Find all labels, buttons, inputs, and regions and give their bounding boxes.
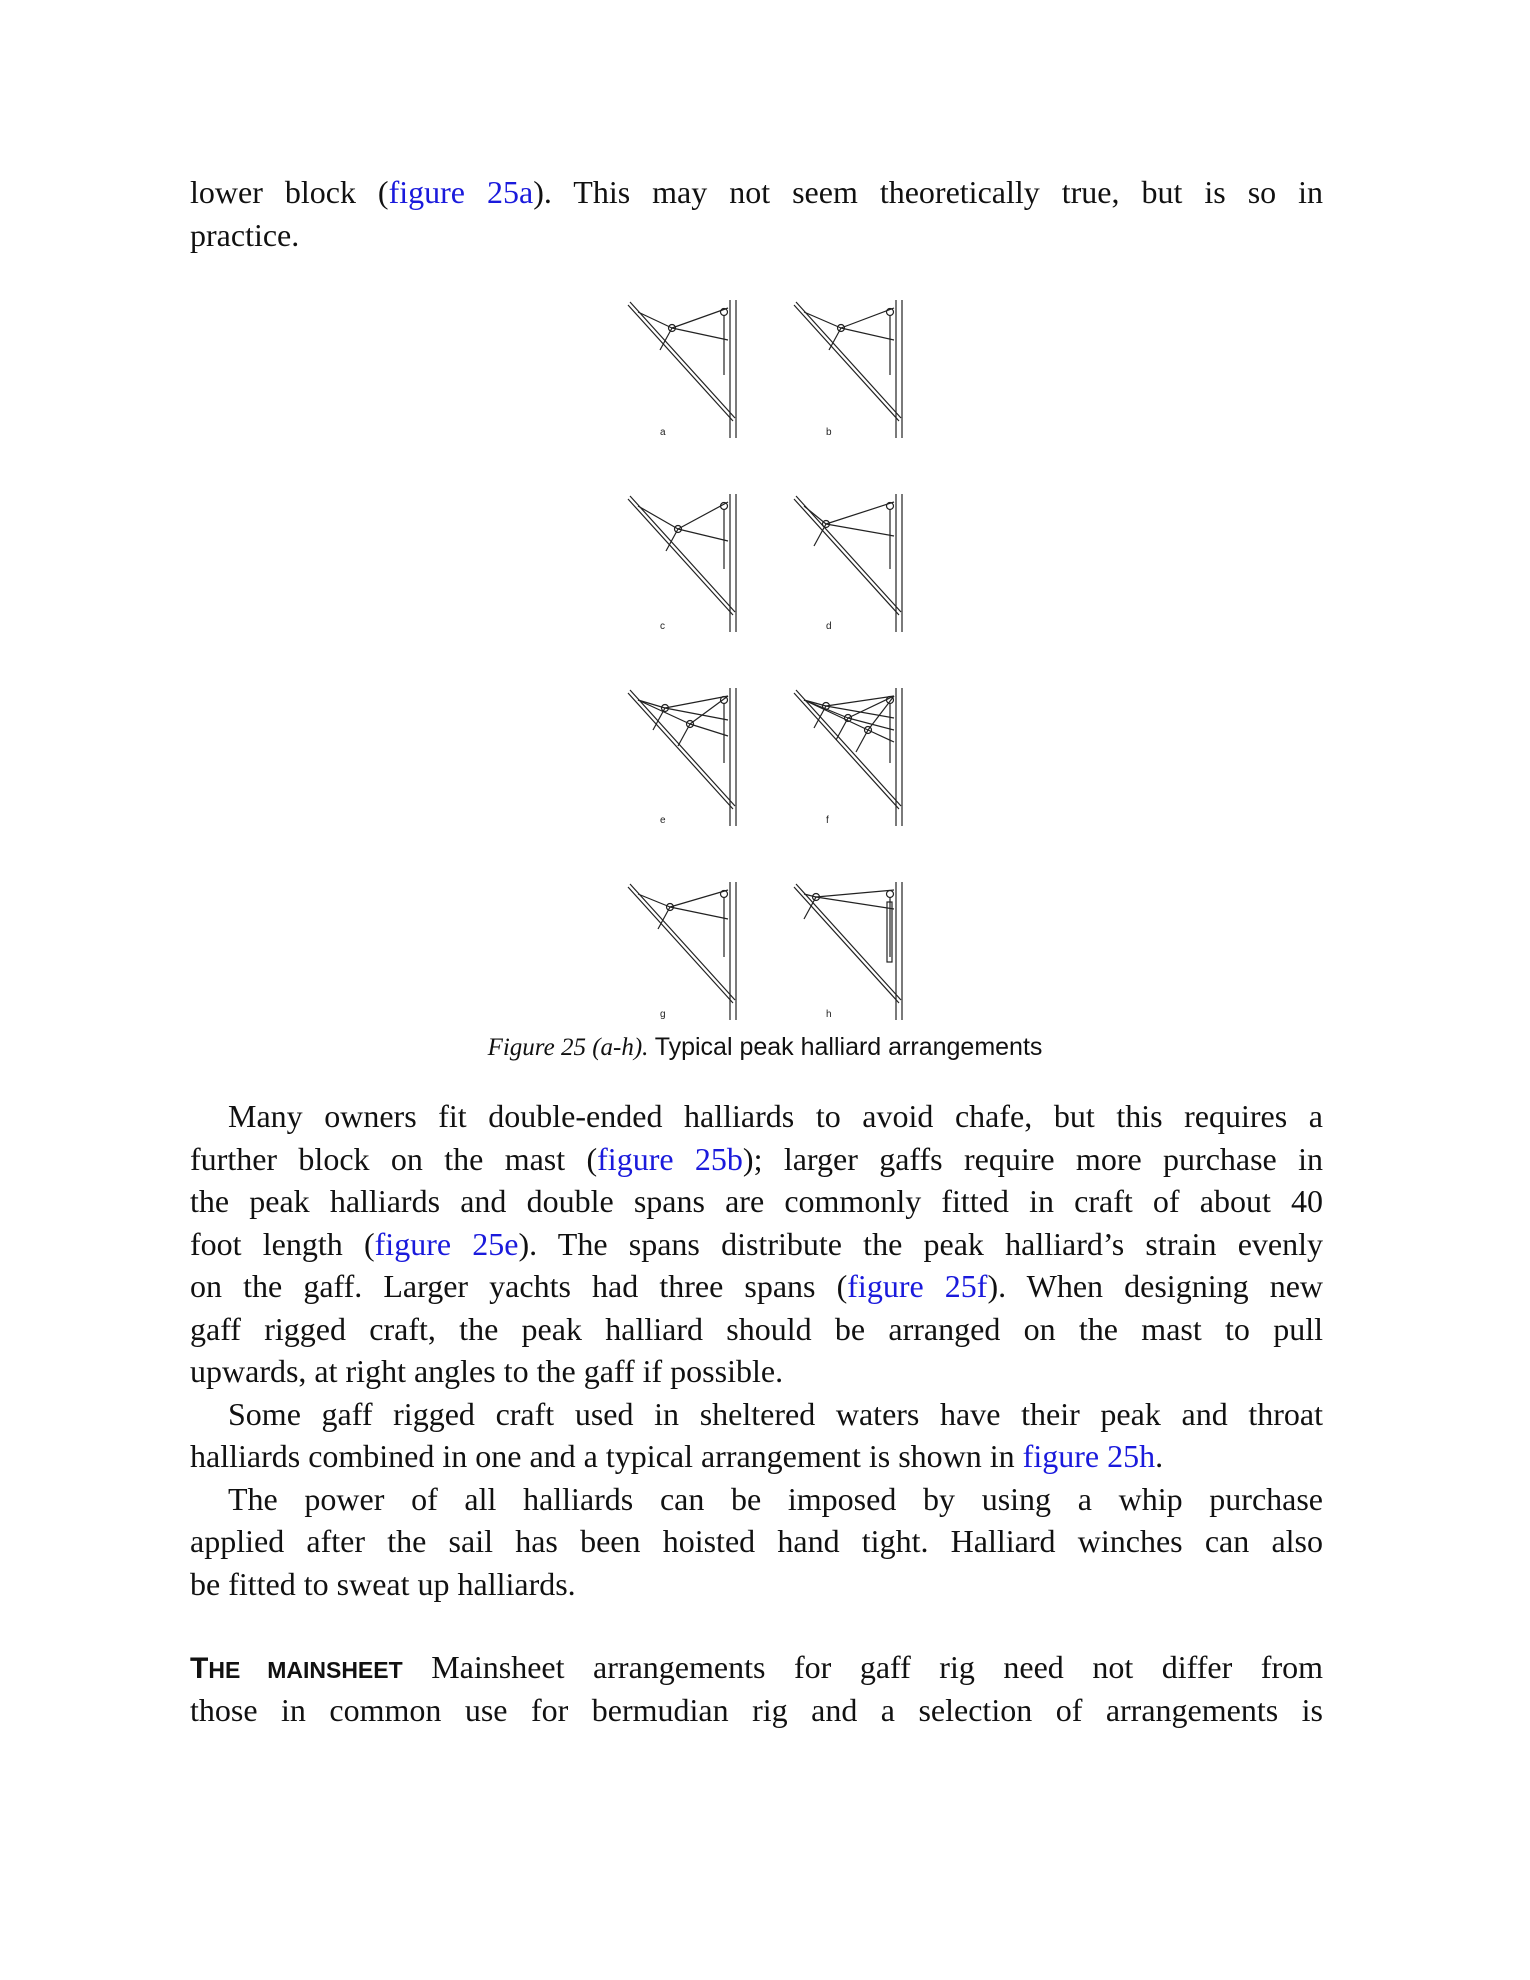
text-line <box>190 1647 1323 1690</box>
figure-panel-f <box>786 678 926 828</box>
gaff-rig-diagram <box>786 484 926 634</box>
text-line <box>190 215 1323 255</box>
text-run: . <box>1155 1438 1164 1474</box>
panel-label: f <box>826 815 829 826</box>
text-line <box>190 1564 1323 1604</box>
text-run: those in common use for bermudian rig and a selection of arrangements is <box>190 1691 1323 1728</box>
gaff-rig-diagram <box>620 484 760 634</box>
text-run: foot length ( <box>190 1225 375 1262</box>
text-run: practice. <box>190 216 300 253</box>
text-run: ). The spans distribute the peak halliard’s strain evenly <box>518 1225 1324 1262</box>
panel-label: d <box>826 621 832 632</box>
figure-panel-a <box>620 290 760 440</box>
panel-label: e <box>660 815 666 826</box>
panel-label: a <box>660 427 666 438</box>
panel-label: g <box>660 1009 666 1020</box>
text-run: Some gaff rigged craft used in sheltered waters have their peak and throat <box>228 1395 1323 1432</box>
figure-link[interactable]: figure 25b <box>597 1140 743 1177</box>
text-run: ). When designing new <box>987 1268 1323 1304</box>
text-run: gaff rigged craft, the peak halliard should be arranged on the mast to pull <box>190 1310 1323 1347</box>
text-line <box>190 1309 1323 1349</box>
text-run: halliards combined in one and a typical arrangement is shown in <box>190 1438 1023 1474</box>
text-run: be fitted to sweat up halliards. <box>190 1565 576 1602</box>
gaff-rig-diagram <box>786 678 926 828</box>
figure-25 <box>600 290 940 1030</box>
gaff-rig-diagram <box>620 290 760 440</box>
gaff-rig-diagram <box>620 872 760 1022</box>
figure-caption <box>0 1030 1530 1065</box>
text-line <box>190 1181 1323 1221</box>
figure-panel-g <box>620 872 760 1022</box>
panel-label: b <box>826 427 832 438</box>
panel-label: c <box>660 621 665 632</box>
gaff-rig-diagram <box>620 678 760 828</box>
text-run: ). This may not seem theoretically true, but is so in <box>533 174 1324 210</box>
text-run: Many owners fit double-ended halliards to avoid chafe, but this requires a <box>228 1098 1323 1134</box>
text-line <box>190 172 1323 212</box>
text-run: The power of all halliards can be imposed by using a whip purchase <box>228 1480 1323 1517</box>
caption-label: Figure 25 (a-h). <box>487 1034 649 1061</box>
text-run: ); larger gaffs require more purchase in <box>742 1140 1323 1177</box>
figure-link[interactable]: figure 25a <box>388 174 534 210</box>
gaff-rig-diagram <box>786 290 926 440</box>
figure-link[interactable]: figure 25e <box>374 1225 519 1262</box>
text-run: Mainsheet arrangements for gaff rig need not differ from <box>402 1649 1324 1685</box>
text-line <box>190 1521 1323 1561</box>
text-line <box>190 1266 1323 1306</box>
figure-panel-d <box>786 484 926 634</box>
figure-panel-h <box>786 872 926 1022</box>
figure-panel-e <box>620 678 760 828</box>
text-line <box>228 1394 1323 1434</box>
text-run: lower block ( <box>190 174 389 210</box>
text-run: the peak halliards and double spans are commonly fitted in craft of about 40 <box>190 1183 1323 1219</box>
panel-label: h <box>826 1009 832 1020</box>
text-run: upwards, at right angles to the gaff if possible. <box>190 1353 784 1389</box>
caption-text: Typical peak halliard arrangements <box>654 1033 1043 1061</box>
text-run: further block on the mast ( <box>190 1140 598 1177</box>
text-line <box>190 1139 1323 1179</box>
figure-panel-b <box>786 290 926 440</box>
gaff-rig-diagram <box>786 872 926 1022</box>
figure-panel-c <box>620 484 760 634</box>
text-line <box>190 1224 1323 1264</box>
figure-link[interactable]: figure 25h <box>1022 1438 1156 1474</box>
text-line <box>228 1096 1323 1136</box>
figure-link[interactable]: figure 25f <box>847 1268 988 1304</box>
text-line <box>190 1690 1323 1730</box>
text-run: applied after the sail has been hoisted hand tight. Halliard winches can also <box>190 1523 1323 1559</box>
text-line <box>190 1436 1323 1476</box>
text-line <box>228 1479 1323 1519</box>
text-line <box>190 1351 1323 1391</box>
text-run: on the gaff. Larger yachts had three spans ( <box>190 1268 848 1304</box>
section-heading: THE MAINSHEET <box>190 1652 403 1685</box>
